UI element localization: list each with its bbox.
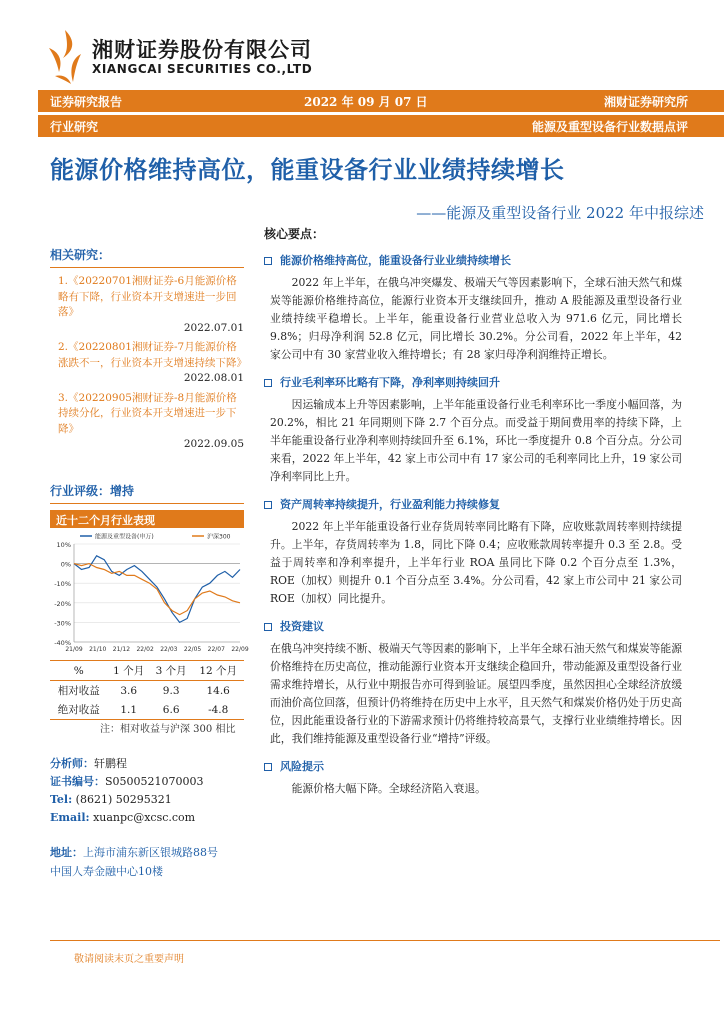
address (50, 843, 250, 881)
section-heading (264, 758, 692, 774)
series-line-hs300 (74, 564, 240, 615)
analyst-info (50, 755, 244, 827)
square-bullet-icon (264, 623, 272, 631)
performance-table (50, 660, 244, 720)
table-cell: 9.3 (162, 684, 180, 697)
table-header: 1 个月 (107, 661, 149, 681)
company-logo-icon (45, 28, 85, 86)
page-subtitle: ——能源及重型设备行业 2022 年中报综述 (416, 204, 704, 222)
y-tick-label: 10% (56, 541, 71, 549)
core-points-title: 核心要点： (264, 227, 325, 241)
section-heading-text: 能源价格维持高位，能重设备行业业绩持续增长 (280, 254, 511, 267)
company-name-cn: 湘财证券股份有限公司 (92, 38, 312, 62)
square-bullet-icon (264, 501, 272, 509)
section-heading (264, 496, 692, 512)
tel-label: Tel: (50, 793, 73, 806)
industry-rating: 行业评级：增持 (50, 482, 244, 504)
x-tick-label: 22/07 (207, 646, 225, 653)
section-heading (264, 618, 692, 634)
report-category: 行业研究 (50, 120, 99, 134)
table-cell: -4.8 (192, 700, 244, 720)
company-name-en: XIANGCAI SECURITIES CO.,LTD (92, 62, 313, 76)
section-body: 因运输成本上升等因素影响，上半年能重设备行业毛利率环比一季度小幅回落，为 20.2%，相比 21 年同期则下降 2.7 个百分点。而受益于期间费用率的持续下降，上半年能重设备行业净利率则持续回升至 6.1%，环比一季度提升 0.8 个百分点。分公司来看，2022 年上半年，42 家上市公司中有 17 家公司的毛利率同比上升，19 家公司净利率同比上升。 (270, 398, 682, 483)
legend-label: 沪深300 (207, 533, 231, 541)
institute-name: 湘财证券研究所 (603, 95, 688, 109)
cert-label: 证书编号： (50, 775, 105, 788)
related-item-text[interactable]: 1.《20220701湘财证券-6月能源价格略有下降，行业资本开支增速进一步回落》 (58, 275, 237, 318)
x-tick-label: 21/12 (112, 646, 131, 653)
page-title: 能源价格维持高位，能重设备行业业绩持续增长 (50, 156, 565, 184)
report-type: 证券研究报告 (50, 95, 123, 109)
related-item[interactable] (58, 340, 247, 387)
analyst-name: 轩鹏程 (94, 757, 127, 770)
analyst-label: 分析师： (50, 757, 94, 770)
related-item-text[interactable]: 2.《20220801湘财证券-7月能源价格涨跌不一，行业资本开支增速持续下降》 (58, 341, 247, 369)
table-cell: 绝对收益 (50, 700, 107, 720)
related-item[interactable] (58, 274, 244, 336)
table-cell: 1.1 (107, 700, 149, 720)
square-bullet-icon (264, 763, 272, 771)
footer-disclaimer[interactable]: 敬请阅读末页之重要声明 (74, 954, 184, 965)
address-label: 地址： (50, 846, 83, 859)
x-tick-label: 21/09 (65, 646, 83, 653)
x-tick-label: 22/09 (231, 646, 249, 653)
table-cell: 3.6 (120, 684, 138, 697)
related-research-title: 相关研究： (50, 246, 244, 268)
table-header: % (50, 661, 107, 681)
y-tick-label: -10% (54, 580, 71, 589)
x-tick-label: 22/02 (136, 646, 154, 653)
tel-number: (8621) 50295321 (75, 793, 172, 806)
y-tick-label: -20% (54, 599, 71, 608)
email-link[interactable]: xuanpc@xcsc.com (93, 811, 196, 824)
footer-divider (50, 940, 720, 941)
table-header: 12 个月 (192, 661, 244, 681)
related-item-date: 2022.09.05 (183, 438, 244, 450)
square-bullet-icon (264, 379, 272, 387)
table-header-row (50, 661, 244, 681)
related-item-date: 2022.08.01 (183, 372, 244, 384)
report-date: 2022 年 09 月 07 日 (304, 95, 428, 109)
y-tick-label: -30% (54, 619, 71, 628)
square-bullet-icon (264, 257, 272, 265)
table-cell: 相对收益 (57, 685, 100, 697)
section-heading-text: 投资建议 (280, 620, 324, 633)
address-line: 上海市浦东新区银城路88号 (83, 846, 218, 859)
x-tick-label: 22/05 (183, 646, 202, 653)
table-row (50, 681, 244, 701)
related-research (50, 246, 247, 457)
table-cell: 6.6 (150, 700, 192, 720)
performance-title: 近十二个月行业表现 (50, 510, 244, 528)
section-body: 能源价格大幅下降。全球经济陷入衰退。 (291, 782, 486, 795)
performance-note: 注：相对收益与沪深 300 相比 (100, 724, 236, 735)
legend-label: 能源及重型设备(申万) (95, 533, 154, 541)
core-points (264, 225, 692, 808)
performance-chart (50, 530, 249, 656)
related-item-text[interactable]: 3.《20220905湘财证券-8月能源价格持续分化，行业资本开支增速进一步下降》 (58, 391, 237, 435)
section-heading-text: 行业毛利率环比略有下降，净利率则持续回升 (280, 376, 500, 389)
section-body: 在俄乌冲突持续不断、极端天气等因素的影响下，上半年全球石油天然气和煤炭等能源价格维持在历史高位，推动能源行业资本开支继续企稳回升，带动能源及重型设备行业需求维持增长，从行业中期报告亦可得到验证。展望四季度，虽然因担心全球经济放缓而油价高位回落，但预计仍将维持在历史中上水平，且天然气和煤炭价格仍处于历史高位，因此能重设备行业的下游需求预计仍将维持较高景气，支撑行业业绩维持增长。因此，我们维持能源及重型设备行业“增持”评级。 (270, 642, 682, 745)
section-body: 2022 年上半年能重设备行业存货周转率同比略有下降，应收账款周转率则持续提升。上半年，存货周转率为 1.8，同比下降 0.4；应收账款周转率提升 0.3 至 2.8。受益于周转率和净利率提升，上半年行业 ROA 虽同比下降 0.2 个百分点至 1.3%，ROE（加权）则提升 0.1 个百分点至 3.4%。分公司看，42 家上市公司中 21 家公司 ROE（加权）同比提升。 (270, 520, 682, 605)
x-tick-label: 21/10 (89, 646, 107, 653)
section-heading (264, 374, 692, 390)
section-heading-text: 风险提示 (280, 760, 324, 773)
address-line: 中国人寿金融中心10楼 (50, 865, 163, 878)
y-tick-label: 0% (60, 560, 71, 569)
section-heading (264, 252, 692, 268)
table-header: 3 个月 (150, 661, 192, 681)
table-row (50, 700, 244, 720)
y-tick-label: -40% (54, 639, 71, 647)
table-cell: 14.6 (206, 684, 230, 697)
section-heading-text: 资产周转率持续提升，行业盈利能力持续修复 (280, 498, 500, 511)
cert-number: S0500521070003 (105, 775, 204, 788)
header-band-bottom (38, 115, 724, 137)
email-label: Email: (50, 811, 90, 824)
related-item-date: 2022.07.01 (183, 321, 244, 334)
report-series: 能源及重型设备行业数据点评 (531, 120, 688, 134)
section-body: 2022 年上半年，在俄乌冲突爆发、极端天气等因素影响下，全球石油天然气和煤炭等能源价格维持高位，能源行业资本开支继续回升，推动 A 股能源及重型设备行业业绩持续平稳增长。上半年，能重设备行业营业总收入为 971.6 亿元，同比增长 9.8%；归母净利润 52.8 亿元，同比增长 30.2%。分公司看，2022 年上半年，42 家公司中有 30 家营业收入维持增长；有 28 家归母净利润维持正增长。 (270, 276, 682, 361)
x-tick-label: 22/03 (160, 646, 178, 653)
header-band-top (38, 90, 724, 112)
related-item[interactable] (58, 391, 244, 453)
